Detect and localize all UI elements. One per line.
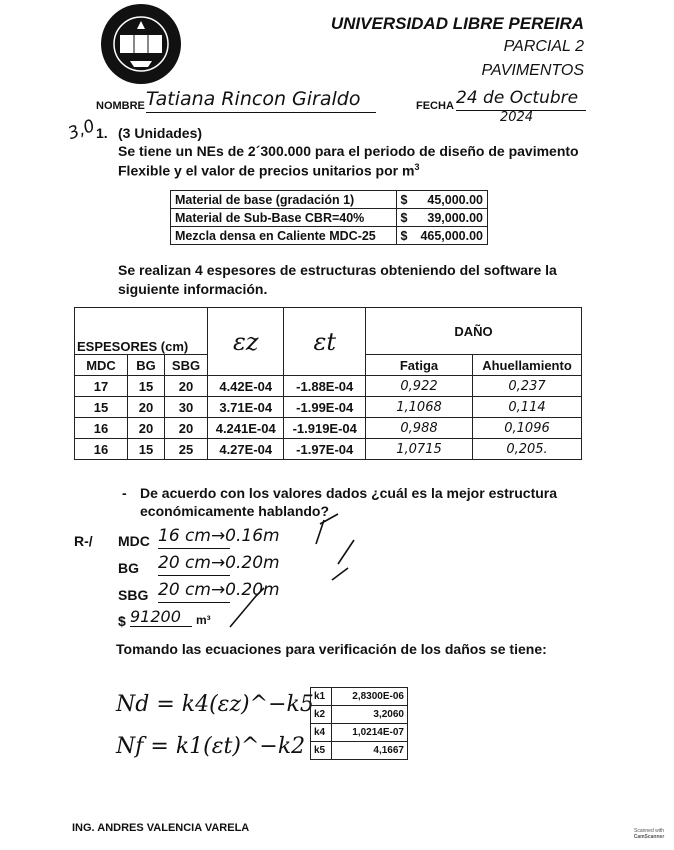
price-value: 465,000.00 [416, 227, 487, 245]
table-row [171, 209, 488, 227]
scanner-line2: CamScanner [633, 834, 665, 840]
answer-cost-unit: m³ [196, 613, 211, 627]
answer-mdc-label: MDC [118, 533, 150, 549]
cell-sbg: 20 [165, 376, 208, 397]
cell-sbg: 30 [165, 397, 208, 418]
col-mdc: MDC [75, 355, 128, 376]
constants-table [310, 687, 408, 760]
sub-question-line1: De acuerdo con los valores dados ¿cuál es la mejor estructura [140, 485, 558, 501]
constant-name: k4 [311, 724, 332, 742]
constant-value: 2,8300E-06 [332, 688, 408, 706]
cell-ahuellamiento: 0,205. [473, 439, 582, 460]
cell-ahuellamiento: 0,1096 [473, 418, 582, 439]
exam-title: PARCIAL 2 [503, 38, 584, 55]
price-value: 45,000.00 [416, 191, 487, 209]
col-ahuellamiento: Ahuellamiento [473, 355, 582, 376]
cell-sbg: 20 [165, 418, 208, 439]
cell-mdc: 15 [75, 397, 128, 418]
university-seal-logo [100, 3, 182, 85]
constant-name: k1 [311, 688, 332, 706]
exam-date: 24 de Octubre [456, 88, 586, 111]
price-currency: $ [396, 191, 416, 209]
grade-mark: 3,0 [65, 115, 98, 145]
price-material: Mezcla densa en Caliente MDC-25 [171, 227, 397, 245]
equation-nf: Nf = k1(εt)^−k2 [116, 734, 306, 759]
constant-name: k5 [311, 742, 332, 760]
cell-mdc: 16 [75, 418, 128, 439]
cell-bg: 20 [128, 397, 165, 418]
question-text-line1: Se tiene un NEs de 2´300.000 para el periodo de diseño de pavimento [118, 143, 579, 159]
question-text-line4: siguiente información. [118, 281, 268, 297]
unit-price-table [170, 190, 488, 245]
equations-intro: Tomando las ecuaciones para verificación de los daños se tiene: [116, 641, 547, 657]
sub-question-line2: económicamente hablando? [140, 503, 330, 519]
scanner-line1: Scanned with [633, 828, 665, 834]
cell-ahuellamiento: 0,114 [473, 397, 582, 418]
sub-question-bullet: - [122, 485, 127, 501]
price-currency: $ [396, 227, 416, 245]
cell-ez: 4.241E-04 [208, 418, 284, 439]
cell-sbg: 25 [165, 439, 208, 460]
teacher-name: ING. ANDRES VALENCIA VARELA [72, 822, 250, 834]
table-row [171, 227, 488, 245]
answer-cost-prefix: $ [118, 613, 126, 629]
table-row [171, 191, 488, 209]
cell-et: -1.919E-04 [284, 418, 366, 439]
answer-bg-label: BG [118, 560, 139, 576]
scanner-watermark [628, 828, 670, 840]
ez-header: εz [208, 308, 284, 376]
question-text-line2: Flexible y el valor de precios unitarios por $m^3$ [118, 162, 420, 179]
price-material: Material de base (gradación 1) [171, 191, 397, 209]
constant-name: k2 [311, 706, 332, 724]
answer-mdc-value: 16 cm→0.16m [158, 526, 280, 546]
answer-cost-value: 91200 [130, 607, 192, 627]
table-row [311, 706, 408, 724]
exam-year: 2024 [500, 110, 534, 125]
table-row [75, 418, 582, 439]
answer-sbg-value: 20 cm→0.20m [158, 580, 280, 600]
equation-nd: Nd = k4(εz)^−k5 [116, 692, 314, 717]
subject-title: PAVIMENTOS [481, 62, 584, 79]
col-bg: BG [128, 355, 165, 376]
cell-mdc: 16 [75, 439, 128, 460]
cell-et: -1.97E-04 [284, 439, 366, 460]
answer-sbg-label: SBG [118, 587, 149, 603]
cell-fatiga: 0,988 [366, 418, 473, 439]
cell-ahuellamiento: 0,237 [473, 376, 582, 397]
cell-fatiga: 1,0715 [366, 439, 473, 460]
answer-prefix: R-/ [74, 533, 93, 549]
cell-et: -1.88E-04 [284, 376, 366, 397]
question-number: 1. [96, 125, 108, 141]
et-header: εt [284, 308, 366, 376]
col-fatiga: Fatiga [366, 355, 473, 376]
dano-header: DAÑO [366, 308, 582, 355]
table-row [311, 724, 408, 742]
table-row [311, 742, 408, 760]
constant-value: 3,2060 [332, 706, 408, 724]
price-value: 39,000.00 [416, 209, 487, 227]
university-name: UNIVERSIDAD LIBRE PEREIRA [330, 14, 584, 33]
col-sbg: SBG [165, 355, 208, 376]
question-units: (3 Unidades) [118, 125, 203, 141]
table-row [75, 376, 582, 397]
cell-fatiga: 1,1068 [366, 397, 473, 418]
cell-mdc: 17 [75, 376, 128, 397]
table-row [311, 688, 408, 706]
price-currency: $ [396, 209, 416, 227]
table-row [75, 439, 582, 460]
student-name: Tatiana Rincon Giraldo [146, 88, 376, 113]
cell-fatiga: 0,922 [366, 376, 473, 397]
cell-bg: 15 [128, 439, 165, 460]
cell-bg: 20 [128, 418, 165, 439]
constant-value: 1,0214E-07 [332, 724, 408, 742]
espesores-header: ESPESORES (cm) [75, 308, 208, 355]
cell-ez: 3.71E-04 [208, 397, 284, 418]
cell-bg: 15 [128, 376, 165, 397]
check-marks [220, 512, 360, 632]
table-row [75, 397, 582, 418]
price-material: Material de Sub-Base CBR=40% [171, 209, 397, 227]
name-label: NOMBRE [96, 100, 145, 112]
cell-ez: 4.27E-04 [208, 439, 284, 460]
structures-table [74, 307, 582, 460]
constant-value: 4,1667 [332, 742, 408, 760]
cell-ez: 4.42E-04 [208, 376, 284, 397]
cell-et: -1.99E-04 [284, 397, 366, 418]
answer-bg-value: 20 cm→0.20m [158, 553, 280, 573]
question-text-line3: Se realizan 4 espesores de estructuras obteniendo del software la [118, 262, 557, 278]
date-label: FECHA [416, 100, 454, 112]
